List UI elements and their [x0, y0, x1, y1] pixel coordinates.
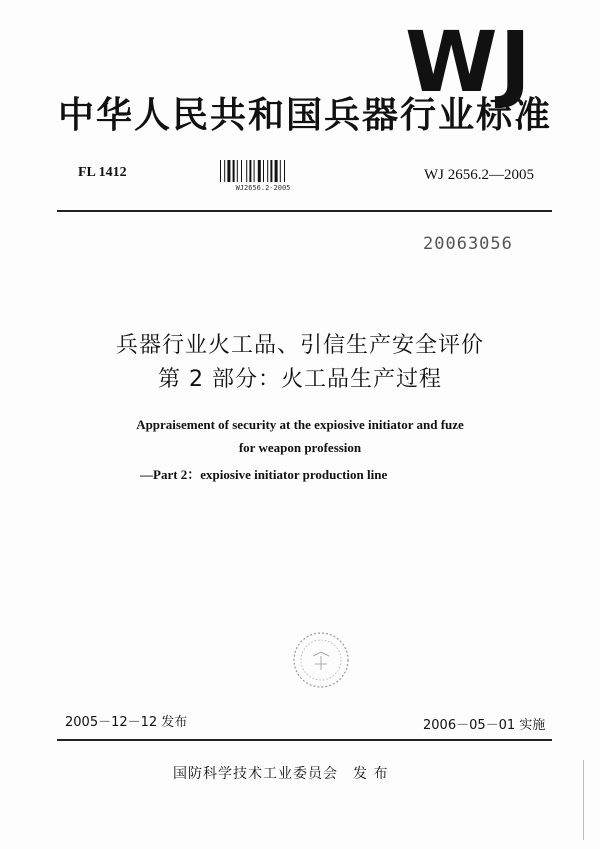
barcode-bar [270, 160, 272, 182]
standard-number: WJ 2656.2—2005 [424, 167, 534, 183]
title-en-line3: —Part 2：expiosive initiator production line [140, 467, 388, 482]
barcode-bar [284, 160, 285, 182]
barcode-bar [267, 160, 268, 182]
barcode-bar [220, 160, 221, 182]
wj-logo: WJ [405, 13, 533, 111]
seal-icon [291, 630, 351, 690]
classification-code: FL 1412 [78, 165, 127, 180]
barcode-icon [218, 160, 308, 182]
title-zh-line2: 第 2 部分：火工品生产过程 [158, 367, 442, 392]
barcode [218, 160, 308, 196]
barcode-bar [224, 160, 225, 182]
barcode-bar [246, 160, 247, 182]
barcode-bar [258, 160, 261, 182]
implementation-date: 2006－05－01 实施 [423, 718, 546, 733]
barcode-bar [249, 160, 251, 182]
bottom-divider [57, 739, 552, 741]
title-en-line1: Appraisement of security at the expiosive initiator and fuze [136, 417, 464, 432]
title-en-line2: for weapon profession [238, 440, 362, 455]
standard-category-title: 中华人民共和国兵器行业标准 [58, 95, 553, 136]
barcode-bar [254, 160, 255, 182]
title-zh-line1: 兵器行业火工品、引信生产安全评价 [115, 333, 484, 358]
top-divider [57, 210, 552, 212]
barcode-bar [241, 160, 242, 182]
barcode-bar [233, 160, 235, 182]
barcode-bar [237, 160, 238, 182]
barcode-bar [280, 160, 281, 182]
barcode-bar [227, 160, 230, 182]
barcode-bar [275, 160, 278, 182]
issuer: 国防科学技术工业委员会 发 布 [173, 766, 389, 782]
stamp-number: 20063056 [423, 234, 513, 254]
barcode-text: WJ2656.2-2005 [235, 184, 291, 192]
scan-edge-line [583, 760, 584, 840]
barcode-bar [263, 160, 264, 182]
publish-date: 2005－12－12 发布 [65, 715, 188, 730]
